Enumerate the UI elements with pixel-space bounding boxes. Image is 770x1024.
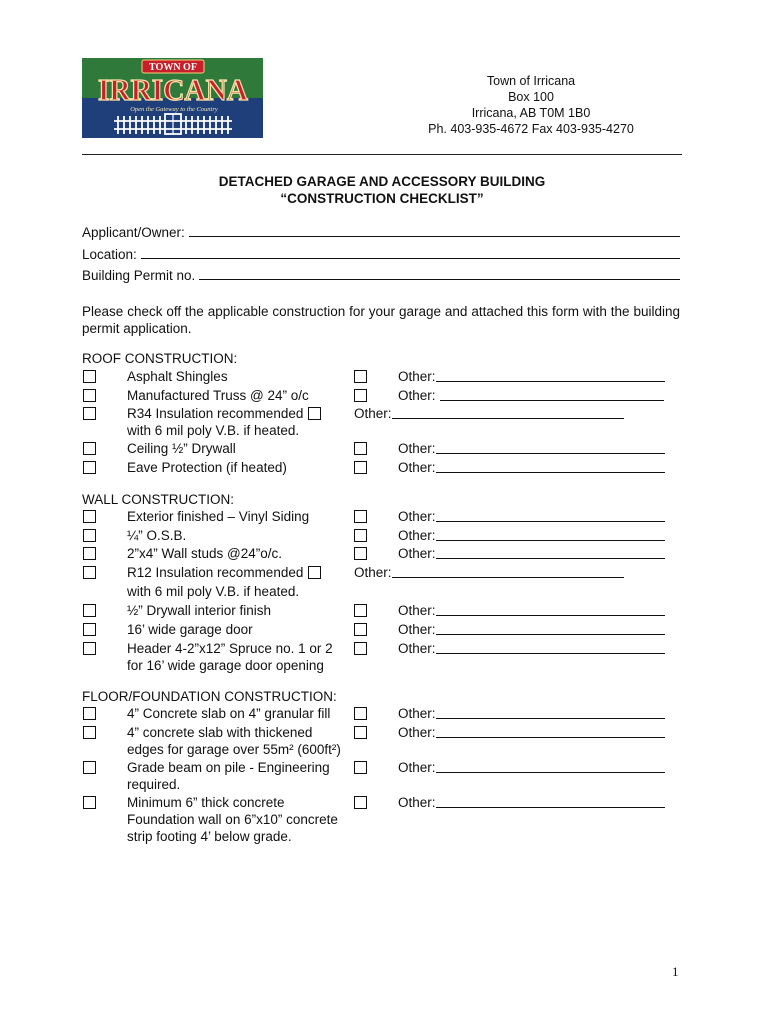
- other-label: Other:: [398, 760, 436, 775]
- other-field[interactable]: [398, 440, 665, 457]
- wall-heading: WALL CONSTRUCTION:: [82, 492, 235, 507]
- floor-checkbox[interactable]: [83, 707, 96, 720]
- floor-checkbox[interactable]: [83, 796, 96, 809]
- other-field[interactable]: [398, 705, 665, 722]
- document-title: DETACHED GARAGE AND ACCESSORY BUILDING: [218, 174, 546, 189]
- other-input-line[interactable]: [440, 400, 664, 401]
- other-field[interactable]: [398, 459, 665, 476]
- permit-field[interactable]: [82, 265, 680, 283]
- wall-checkbox[interactable]: [83, 566, 96, 579]
- other-label: Other:: [398, 388, 436, 403]
- other-label: Other:: [398, 441, 436, 456]
- wall-item: 16’ wide garage door: [127, 622, 253, 637]
- roof-checkbox[interactable]: [83, 389, 96, 402]
- wall-item: with 6 mil poly V.B. if heated.: [127, 584, 300, 599]
- floor-item: Minimum 6” thick concrete: [127, 795, 285, 810]
- roof-item: R34 Insulation recommended: [127, 406, 304, 421]
- other-label: Other:: [398, 706, 436, 721]
- other-label: Other:: [398, 603, 436, 618]
- wall-item: Exterior finished – Vinyl Siding: [127, 509, 310, 524]
- other-label: Other:: [398, 460, 436, 475]
- other-input-line[interactable]: [436, 381, 665, 382]
- wall-checkbox[interactable]: [83, 510, 96, 523]
- roof-heading: ROOF CONSTRUCTION:: [82, 351, 238, 366]
- other-label: Other:: [398, 509, 436, 524]
- wall-item: ¼” O.S.B.: [127, 528, 187, 543]
- floor-item: 4” Concrete slab on 4” granular fill: [127, 706, 331, 721]
- wall-item: 2”x4” Wall studs @24”o/c.: [127, 546, 282, 561]
- other-input-line[interactable]: [436, 615, 665, 616]
- other-input-line[interactable]: [436, 772, 665, 773]
- other-input-line[interactable]: [436, 634, 665, 635]
- roof-item: Ceiling ½” Drywall: [127, 441, 236, 456]
- other-field[interactable]: [398, 368, 665, 385]
- other-field[interactable]: [354, 405, 624, 422]
- roof-item: with 6 mil poly V.B. if heated.: [127, 423, 300, 438]
- other-field[interactable]: [398, 387, 664, 404]
- document-subtitle: “CONSTRUCTION CHECKLIST”: [280, 191, 484, 206]
- wall-checkbox[interactable]: [83, 529, 96, 542]
- other-checkbox[interactable]: [354, 707, 367, 720]
- address-line: Town of Irricana: [486, 74, 576, 88]
- other-label: Other:: [398, 795, 436, 810]
- wall-item: R12 Insulation recommended: [127, 565, 304, 580]
- wall-checkbox[interactable]: [83, 547, 96, 560]
- permit-input-line[interactable]: [199, 279, 680, 280]
- wall-item: for 16’ wide garage door opening: [127, 658, 324, 673]
- town-address: [420, 73, 642, 137]
- other-checkbox[interactable]: [354, 547, 367, 560]
- other-field[interactable]: [354, 564, 624, 581]
- wall-checkbox[interactable]: [83, 623, 96, 636]
- page-number: 1: [672, 964, 679, 979]
- other-input-line[interactable]: [436, 540, 665, 541]
- wall-checkbox[interactable]: [83, 642, 96, 655]
- other-field[interactable]: [398, 640, 665, 657]
- floor-item: Grade beam on pile - Engineering: [127, 760, 330, 775]
- address-line: Box 100: [508, 90, 554, 104]
- other-field[interactable]: [398, 621, 665, 638]
- permit-label: Building Permit no.: [82, 268, 196, 283]
- wall-checkbox[interactable]: [308, 566, 321, 579]
- other-field[interactable]: [398, 545, 665, 562]
- other-label: Other:: [398, 528, 436, 543]
- other-input-line[interactable]: [436, 558, 665, 559]
- other-field[interactable]: [398, 527, 665, 544]
- other-checkbox[interactable]: [354, 461, 367, 474]
- other-checkbox[interactable]: [354, 529, 367, 542]
- logo-top-text: TOWN OF: [149, 62, 197, 73]
- instructions-text: Please check off the applicable construction for your garage and attached this form with the building permit application.: [82, 304, 680, 336]
- floor-item: Foundation wall on 6”x10” concrete: [127, 812, 338, 827]
- roof-checkbox[interactable]: [83, 461, 96, 474]
- floor-item: required.: [127, 777, 181, 792]
- other-input-line[interactable]: [436, 737, 665, 738]
- location-field[interactable]: [82, 244, 680, 262]
- other-input-line[interactable]: [436, 453, 665, 454]
- floor-item: edges for garage over 55m² (600ft²): [127, 742, 341, 757]
- other-input-line[interactable]: [392, 577, 624, 578]
- applicant-input-line[interactable]: [189, 236, 680, 237]
- other-field[interactable]: [398, 794, 665, 811]
- address-line: Irricana, AB T0M 1B0: [471, 106, 591, 120]
- applicant-field[interactable]: [82, 222, 680, 240]
- wall-checkbox[interactable]: [83, 604, 96, 617]
- applicant-label: Applicant/Owner:: [82, 225, 185, 240]
- other-field[interactable]: [398, 724, 665, 741]
- other-checkbox[interactable]: [354, 761, 367, 774]
- other-input-line[interactable]: [392, 418, 624, 419]
- other-field[interactable]: [398, 602, 665, 619]
- roof-checkbox[interactable]: [83, 370, 96, 383]
- town-logo: [82, 58, 263, 138]
- floor-item: strip footing 4’ below grade.: [127, 829, 292, 844]
- address-line: Ph. 403-935-4672 Fax 403-935-4270: [428, 122, 634, 136]
- other-input-line[interactable]: [436, 718, 665, 719]
- header-divider: [82, 154, 682, 155]
- other-label: Other:: [354, 565, 392, 580]
- other-label: Other:: [398, 725, 436, 740]
- floor-item: 4” concrete slab with thickened: [127, 725, 313, 740]
- other-checkbox[interactable]: [354, 389, 367, 402]
- other-checkbox[interactable]: [354, 796, 367, 809]
- logo-slogan: Open the Gateway to the Country: [130, 106, 218, 113]
- other-checkbox[interactable]: [354, 642, 367, 655]
- other-checkbox[interactable]: [354, 370, 367, 383]
- other-label: Other:: [398, 369, 436, 384]
- location-label: Location:: [82, 247, 137, 262]
- other-label: Other:: [398, 641, 436, 656]
- roof-checkbox[interactable]: [83, 407, 96, 420]
- other-label: Other:: [354, 406, 392, 421]
- wall-item: ½” Drywall interior finish: [127, 603, 272, 618]
- other-input-line[interactable]: [436, 472, 665, 473]
- floor-heading: FLOOR/FOUNDATION CONSTRUCTION:: [82, 689, 337, 704]
- other-field[interactable]: [398, 759, 665, 776]
- roof-item: Eave Protection (if heated): [127, 460, 287, 475]
- wall-item: Header 4-2”x12” Spruce no. 1 or 2: [127, 641, 333, 656]
- other-checkbox[interactable]: [354, 442, 367, 455]
- other-checkbox[interactable]: [354, 510, 367, 523]
- location-input-line[interactable]: [141, 258, 680, 259]
- logo-name: IRRICANA: [98, 72, 249, 107]
- other-label: Other:: [398, 622, 436, 637]
- roof-item: Manufactured Truss @ 24” o/c: [127, 388, 309, 403]
- roof-checkbox[interactable]: [308, 407, 321, 420]
- other-checkbox[interactable]: [354, 623, 367, 636]
- other-input-line[interactable]: [436, 521, 665, 522]
- floor-checkbox[interactable]: [83, 761, 96, 774]
- other-input-line[interactable]: [436, 653, 665, 654]
- other-checkbox[interactable]: [354, 726, 367, 739]
- other-checkbox[interactable]: [354, 604, 367, 617]
- roof-item: Asphalt Shingles: [127, 369, 228, 384]
- floor-checkbox[interactable]: [83, 726, 96, 739]
- other-input-line[interactable]: [436, 807, 665, 808]
- roof-checkbox[interactable]: [83, 442, 96, 455]
- other-field[interactable]: [398, 508, 665, 525]
- other-label: Other:: [398, 546, 436, 561]
